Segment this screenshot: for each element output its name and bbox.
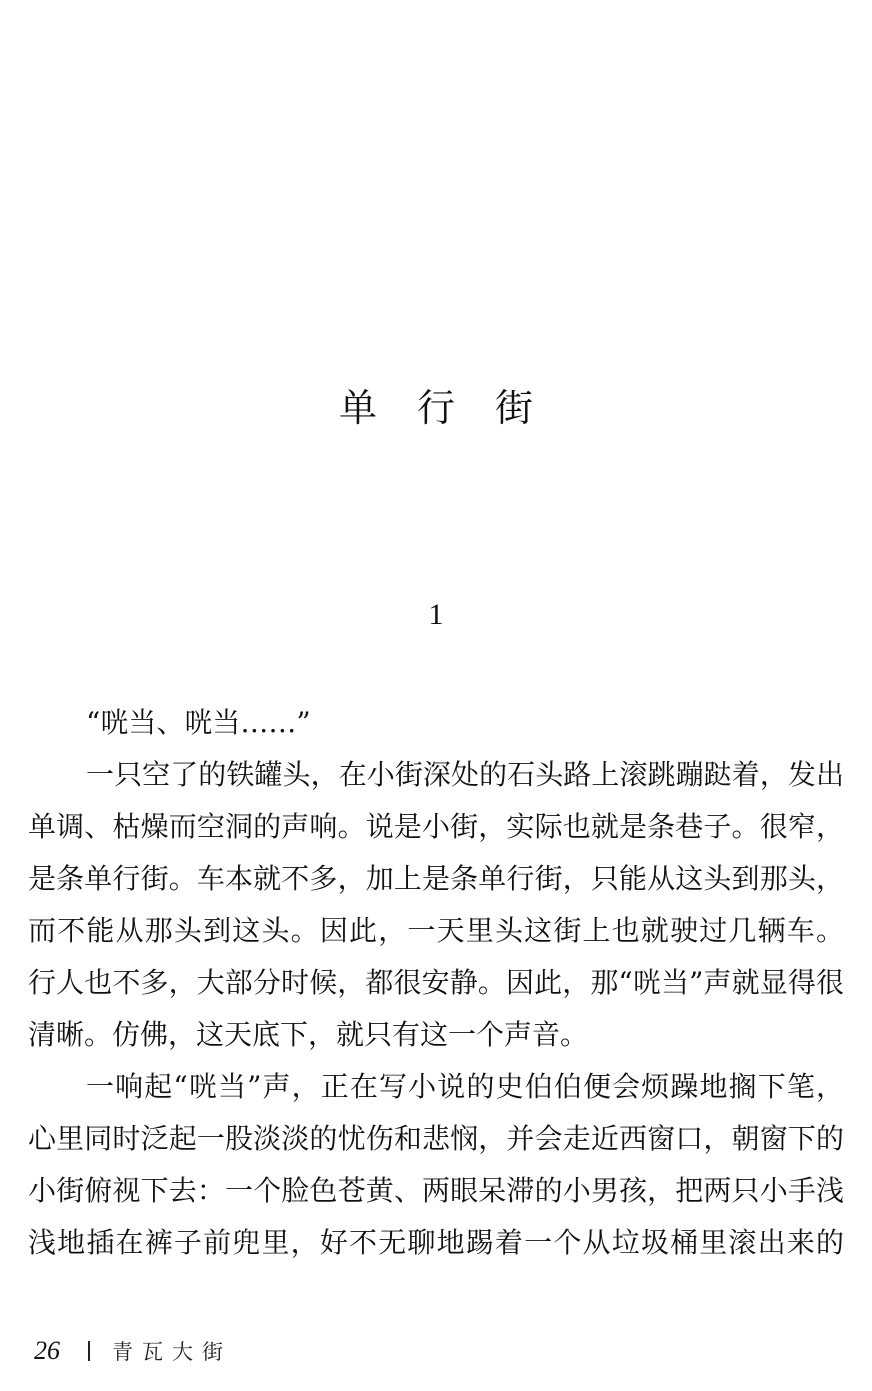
footer-divider (88, 1341, 90, 1361)
running-book-title: 青瓦大街 (112, 1340, 232, 1364)
text-line: 单调、枯燥而空洞的声响。说是小街，实际也就是条巷子。很窄， (28, 810, 844, 843)
text-line: 浅地插在裤子前兜里，好不无聊地踢着一个从垃圾桶里滚出来的 (28, 1226, 844, 1259)
text-line: 而不能从那头到这头。因此，一天里头这街上也就驶过几辆车。 (28, 914, 844, 947)
text-line: 心里同时泛起一股淡淡的忧伤和悲悯，并会走近西窗口，朝窗下的 (28, 1122, 844, 1155)
text-line: 是条单行街。车本就不多，加上是条单行街，只能从这头到那头， (28, 862, 844, 895)
body-text (28, 697, 844, 1269)
text-line: “咣当、咣当……” (86, 706, 311, 739)
section-number: 1 (428, 598, 444, 631)
text-line: 行人也不多，大部分时候，都很安静。因此，那“咣当”声就显得很 (28, 966, 844, 999)
page-number: 26 (34, 1336, 60, 1365)
page-footer (34, 1333, 232, 1369)
text-line: 小街俯视下去：一个脸色苍黄、两眼呆滞的小男孩，把两只小手浅 (28, 1174, 844, 1207)
text-line: 一只空了的铁罐头，在小街深处的石头路上滚跳蹦跶着，发出 (86, 758, 844, 791)
chapter-title: 单行街 (338, 386, 573, 430)
text-line: 清晰。仿佛，这天底下，就只有这一个声音。 (28, 1018, 589, 1051)
text-line: 一响起“咣当”声，正在写小说的史伯伯便会烦躁地搁下笔， (86, 1070, 844, 1103)
